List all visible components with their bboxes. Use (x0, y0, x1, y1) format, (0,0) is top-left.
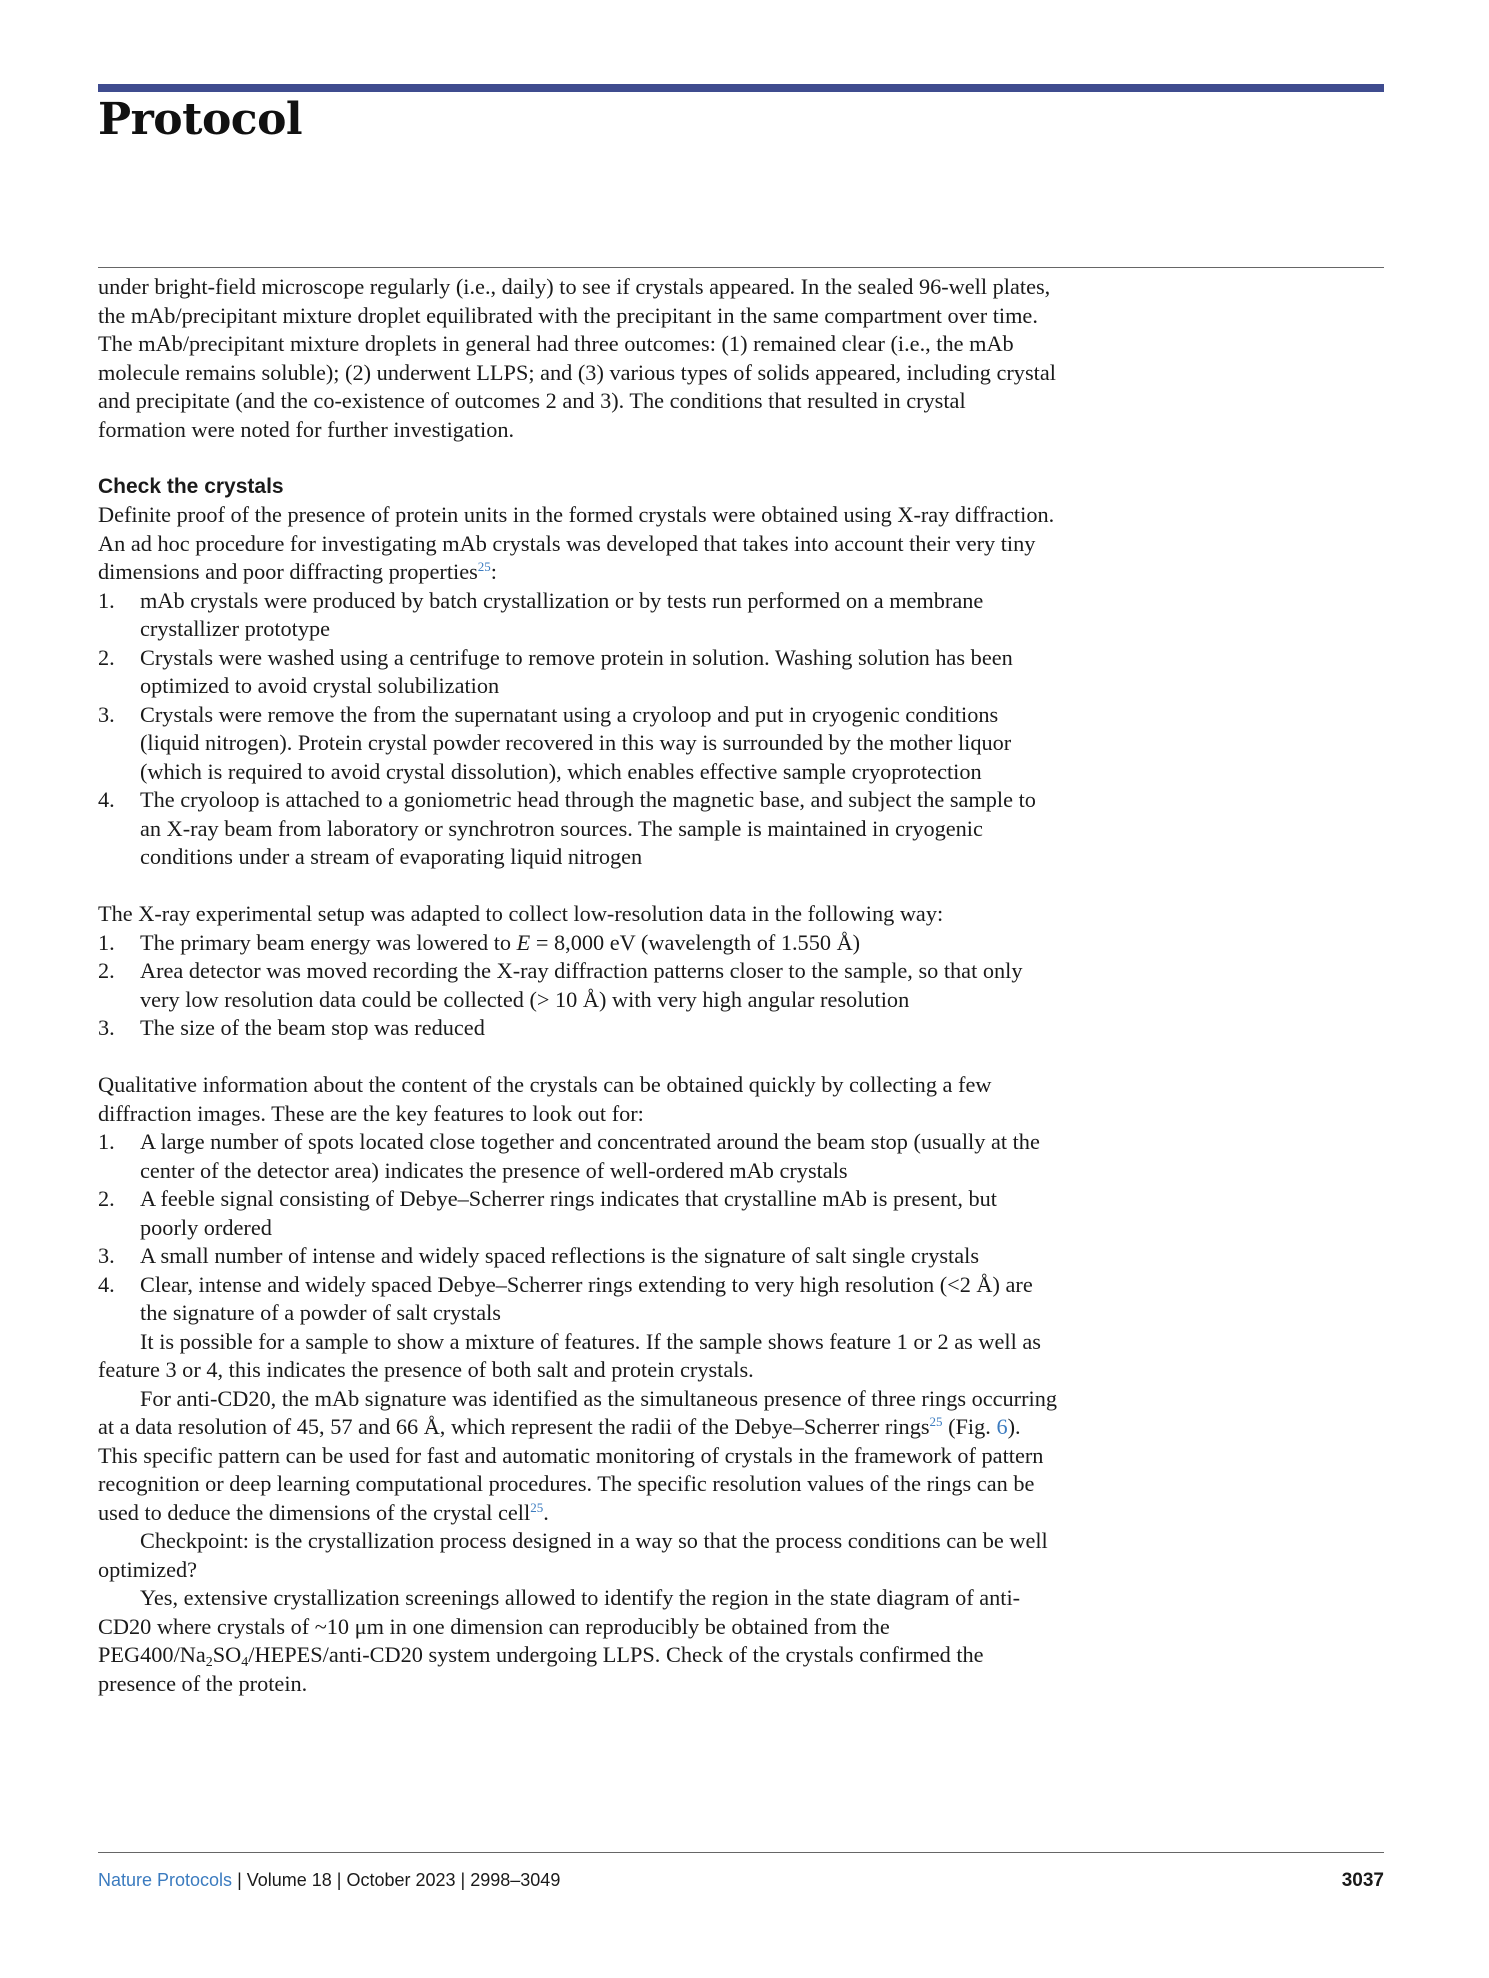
subscript: 4 (241, 1655, 249, 1670)
reference-link[interactable]: 25 (477, 559, 491, 574)
section-intro-end: : (490, 559, 497, 584)
list-number: 1. (98, 929, 115, 955)
list-text: A large number of spots located close together and concentrated around the beam stop (usually at the center of the detector area) indicates the presence of well-ordered mAb crystals (140, 1129, 1040, 1183)
list-item (98, 929, 1058, 958)
list-text: The cryoloop is attached to a goniometric head through the magnetic base, and subject the sample to an X-ray beam from laboratory or synchrotron sources. The sample is maintained in cryogenic conditions under a stream of evaporating liquid nitrogen (140, 787, 1036, 869)
content-top-rule (98, 267, 1384, 268)
list-text: Area detector was moved recording the X-ray diffraction patterns closer to the sample, so that only very low resolution data could be collected (> 10 Å) with very high angular resolution (140, 958, 1023, 1012)
list-text: mAb crystals were produced by batch crystallization or by tests run performed on a membrane crystallizer prototype (140, 587, 984, 641)
xray-setup-steps (98, 929, 1058, 1043)
list-text: A feeble signal consisting of Debye–Scherrer rings indicates that crystalline mAb is present, but poorly ordered (140, 1186, 997, 1240)
list-item (98, 957, 1058, 1014)
paragraph-text: . (543, 1499, 549, 1525)
list-text: The primary beam energy was lowered to (140, 929, 517, 955)
paragraph-text: Yes, extensive crystallization screenings allowed to identify the region in the state diagram of anti-CD20 where crystals of ~10 μm in one dimension can reproducibly be obtained from the PEG400/Na (98, 1585, 1021, 1667)
setup-intro: The X-ray experimental setup was adapted to collect low-resolution data in the following way: (98, 901, 944, 926)
list-number: 2. (98, 958, 115, 983)
paragraph-text: (Fig. (942, 1414, 997, 1439)
answer-paragraph (98, 1584, 1058, 1698)
checkpoint-paragraph: Checkpoint: is the crystallization process designed in a way so that the process conditions can be well optimized? (98, 1528, 1048, 1582)
list-number: 3. (98, 701, 115, 727)
paragraph-text: ). This specific pattern can be used for fast and automatic monitoring of crystals in the framework of pattern recognition or deep learning computational procedures. The specific resolution values of the rings can be used to deduce the dimensions of the crystal cell (98, 1414, 1044, 1525)
list-text: The size of the beam stop was reduced (140, 1015, 485, 1040)
list-text: Crystals were washed using a centrifuge to remove protein in solution. Washing solution has been optimized to avoid crystal solubilization (140, 644, 1013, 698)
reference-link[interactable]: 25 (530, 1499, 544, 1515)
subscript: 2 (205, 1655, 213, 1670)
citation-details: | Volume 18 | October 2023 | 2998–3049 (232, 1870, 561, 1890)
list-item (98, 786, 1058, 872)
list-number: 1. (98, 587, 115, 613)
list-text: = 8,000 eV (wavelength of 1.550 Å) (530, 929, 861, 955)
list-number: 3. (98, 1243, 115, 1268)
diffraction-features-list (98, 1128, 1058, 1328)
reference-link[interactable]: 25 (929, 1414, 943, 1429)
crystal-prep-steps (98, 587, 1058, 872)
list-number: 3. (98, 1015, 115, 1040)
list-number: 4. (98, 787, 115, 812)
list-text: Clear, intense and widely spaced Debye–Scherrer rings extending to very high resolution (<2 Å) are the signature of a powder of salt crystals (140, 1271, 1033, 1325)
list-item (98, 1271, 1058, 1328)
list-item (98, 1185, 1058, 1242)
figure-link[interactable]: 6 (996, 1414, 1008, 1439)
page-number: 3037 (1341, 1870, 1384, 1891)
header-rule (98, 84, 1384, 92)
list-text: A small number of intense and widely spaced reflections is the signature of salt single crystals (140, 1243, 980, 1268)
list-item (98, 1014, 1058, 1043)
qualitative-intro: Qualitative information about the content of the crystals can be obtained quickly by collecting a few diffraction images. These are the key features to look out for: (98, 1072, 992, 1126)
list-text: Crystals were remove the from the supernatant using a cryoloop and put in cryogenic conditions (liquid nitrogen). Protein crystal powder recovered in this way is surrounded by the mother liquor (which is required to avoid crystal dissolution), which enables effective sample cryoprotection (140, 701, 1012, 784)
list-item (98, 587, 1058, 644)
energy-variable: E (516, 929, 531, 955)
section-intro-text: Definite proof of the presence of protein units in the formed crystals were obtained using X-ray diffraction. An ad hoc procedure for investigating mAb crystals was developed that takes into account their very tiny dimensions and poor diffracting properties (98, 502, 1055, 584)
list-item (98, 701, 1058, 787)
intro-paragraph: under bright-field microscope regularly (i.e., daily) to see if crystals appeared. In the sealed 96-well plates, the mAb/precipitant mixture droplet equilibrated with the precipitant in the same compartment over time. The mAb/precipitant mixture droplets in general had three outcomes: (1) remained clear (i.e., the mAb molecule remains soluble); (2) underwent LLPS; and (3) various types of solids appeared, including crystal and precipitate (and the co-existence of outcomes 2 and 3). The conditions that resulted in crystal formation were noted for further investigation. (98, 274, 1056, 442)
list-number: 1. (98, 1129, 115, 1154)
list-item (98, 1128, 1058, 1185)
section-intro (98, 501, 1058, 587)
paragraph-text: /HEPES/anti-CD20 system undergoing LLPS. Check of the crystals confirmed the presence of the protein. (98, 1642, 984, 1696)
journal-link[interactable]: Nature Protocols (98, 1870, 233, 1890)
mixture-paragraph: It is possible for a sample to show a mixture of features. If the sample shows feature 1 or 2 as well as feature 3 or 4, this indicates the presence of both salt and protein crystals. (98, 1328, 1041, 1382)
footer-rule (98, 1852, 1384, 1853)
footer-citation (98, 1870, 560, 1891)
paragraph-text: For anti-CD20, the mAb signature was identified as the simultaneous presence of three rings occurring at a data resolution of 45, 57 and 66 Å, which represent the radii of the Debye–Scherrer rings (98, 1385, 1058, 1439)
section-heading: Check the crystals (98, 474, 284, 498)
list-item (98, 1242, 1058, 1271)
list-item (98, 644, 1058, 701)
article-body (98, 273, 1058, 1698)
anti-cd20-paragraph (98, 1385, 1058, 1528)
list-number: 2. (98, 1186, 115, 1211)
list-number: 4. (98, 1271, 115, 1297)
paragraph-text: SO (212, 1642, 242, 1667)
article-type-label: Protocol (98, 94, 303, 145)
list-number: 2. (98, 644, 115, 670)
